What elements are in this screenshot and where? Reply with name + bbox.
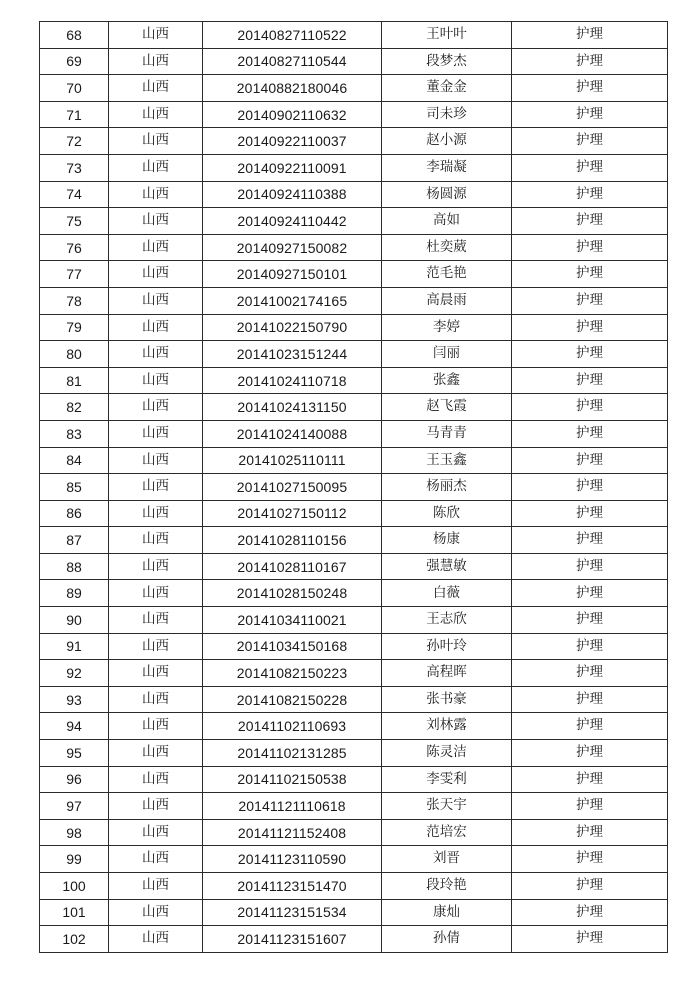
table-row — [40, 553, 668, 580]
student-name-cell: 王叶叶 — [382, 22, 512, 49]
table-row — [40, 48, 668, 75]
exam-id-cell: 20140827110522 — [203, 22, 382, 49]
student-name-cell: 段梦杰 — [382, 48, 512, 75]
major-cell: 护理 — [512, 633, 668, 660]
row-number-cell: 96 — [40, 766, 109, 793]
exam-id-cell: 20141024110718 — [203, 367, 382, 394]
major-cell: 护理 — [512, 766, 668, 793]
student-name-cell: 杨康 — [382, 527, 512, 554]
province-cell: 山西 — [109, 101, 203, 128]
major-cell: 护理 — [512, 22, 668, 49]
major-cell: 护理 — [512, 394, 668, 421]
province-cell: 山西 — [109, 234, 203, 261]
row-number-cell: 90 — [40, 607, 109, 634]
student-name-cell: 陈欣 — [382, 500, 512, 527]
exam-id-cell: 20141027150095 — [203, 474, 382, 501]
exam-id-cell: 20141123151607 — [203, 926, 382, 953]
row-number-cell: 74 — [40, 181, 109, 208]
row-number-cell: 82 — [40, 394, 109, 421]
province-cell: 山西 — [109, 846, 203, 873]
table-row — [40, 75, 668, 102]
table-row — [40, 341, 668, 368]
student-name-cell: 赵小源 — [382, 128, 512, 155]
roster-table-body — [40, 22, 668, 953]
exam-id-cell: 20141102131285 — [203, 740, 382, 767]
row-number-cell: 89 — [40, 580, 109, 607]
major-cell: 护理 — [512, 128, 668, 155]
row-number-cell: 69 — [40, 48, 109, 75]
table-row — [40, 926, 668, 953]
student-name-cell: 康灿 — [382, 899, 512, 926]
table-row — [40, 208, 668, 235]
major-cell: 护理 — [512, 367, 668, 394]
student-name-cell: 陈灵洁 — [382, 740, 512, 767]
table-row — [40, 394, 668, 421]
major-cell: 护理 — [512, 740, 668, 767]
province-cell: 山西 — [109, 22, 203, 49]
row-number-cell: 76 — [40, 234, 109, 261]
major-cell: 护理 — [512, 101, 668, 128]
exam-id-cell: 20141123151470 — [203, 873, 382, 900]
student-name-cell: 范培宏 — [382, 819, 512, 846]
major-cell: 护理 — [512, 341, 668, 368]
province-cell: 山西 — [109, 527, 203, 554]
student-name-cell: 王玉鑫 — [382, 447, 512, 474]
exam-id-cell: 20141034110021 — [203, 607, 382, 634]
major-cell: 护理 — [512, 208, 668, 235]
major-cell: 护理 — [512, 48, 668, 75]
table-row — [40, 633, 668, 660]
student-name-cell: 李雯利 — [382, 766, 512, 793]
row-number-cell: 87 — [40, 527, 109, 554]
row-number-cell: 99 — [40, 846, 109, 873]
row-number-cell: 71 — [40, 101, 109, 128]
major-cell: 护理 — [512, 527, 668, 554]
table-row — [40, 367, 668, 394]
major-cell: 护理 — [512, 899, 668, 926]
row-number-cell: 79 — [40, 314, 109, 341]
province-cell: 山西 — [109, 793, 203, 820]
row-number-cell: 80 — [40, 341, 109, 368]
major-cell: 护理 — [512, 287, 668, 314]
exam-id-cell: 20141002174165 — [203, 287, 382, 314]
row-number-cell: 84 — [40, 447, 109, 474]
table-row — [40, 793, 668, 820]
student-name-cell: 高程晖 — [382, 660, 512, 687]
row-number-cell: 70 — [40, 75, 109, 102]
table-row — [40, 261, 668, 288]
exam-id-cell: 20141082150228 — [203, 686, 382, 713]
row-number-cell: 97 — [40, 793, 109, 820]
major-cell: 护理 — [512, 580, 668, 607]
student-name-cell: 高晨雨 — [382, 287, 512, 314]
student-name-cell: 高如 — [382, 208, 512, 235]
exam-id-cell: 20141022150790 — [203, 314, 382, 341]
table-row — [40, 819, 668, 846]
table-row — [40, 22, 668, 49]
exam-id-cell: 20141123151534 — [203, 899, 382, 926]
student-name-cell: 张天宇 — [382, 793, 512, 820]
province-cell: 山西 — [109, 447, 203, 474]
exam-id-cell: 20141024131150 — [203, 394, 382, 421]
exam-id-cell: 20141027150112 — [203, 500, 382, 527]
row-number-cell: 102 — [40, 926, 109, 953]
major-cell: 护理 — [512, 686, 668, 713]
exam-id-cell: 20141023151244 — [203, 341, 382, 368]
row-number-cell: 68 — [40, 22, 109, 49]
province-cell: 山西 — [109, 660, 203, 687]
exam-id-cell: 20141123110590 — [203, 846, 382, 873]
table-row — [40, 660, 668, 687]
exam-id-cell: 20141102110693 — [203, 713, 382, 740]
major-cell: 护理 — [512, 553, 668, 580]
table-row — [40, 686, 668, 713]
province-cell: 山西 — [109, 208, 203, 235]
major-cell: 护理 — [512, 607, 668, 634]
exam-id-cell: 20141082150223 — [203, 660, 382, 687]
student-name-cell: 董金金 — [382, 75, 512, 102]
table-row — [40, 154, 668, 181]
table-row — [40, 287, 668, 314]
table-row — [40, 181, 668, 208]
table-row — [40, 607, 668, 634]
row-number-cell: 100 — [40, 873, 109, 900]
table-row — [40, 420, 668, 447]
province-cell: 山西 — [109, 154, 203, 181]
major-cell: 护理 — [512, 926, 668, 953]
row-number-cell: 81 — [40, 367, 109, 394]
province-cell: 山西 — [109, 75, 203, 102]
major-cell: 护理 — [512, 474, 668, 501]
province-cell: 山西 — [109, 553, 203, 580]
province-cell: 山西 — [109, 420, 203, 447]
row-number-cell: 86 — [40, 500, 109, 527]
student-name-cell: 马青青 — [382, 420, 512, 447]
row-number-cell: 93 — [40, 686, 109, 713]
province-cell: 山西 — [109, 128, 203, 155]
table-row — [40, 447, 668, 474]
row-number-cell: 101 — [40, 899, 109, 926]
student-name-cell: 杨丽杰 — [382, 474, 512, 501]
exam-id-cell: 20140922110091 — [203, 154, 382, 181]
province-cell: 山西 — [109, 181, 203, 208]
table-row — [40, 474, 668, 501]
student-name-cell: 白薇 — [382, 580, 512, 607]
province-cell: 山西 — [109, 314, 203, 341]
province-cell: 山西 — [109, 766, 203, 793]
student-name-cell: 王志欣 — [382, 607, 512, 634]
exam-id-cell: 20141121152408 — [203, 819, 382, 846]
row-number-cell: 75 — [40, 208, 109, 235]
row-number-cell: 85 — [40, 474, 109, 501]
student-name-cell: 李瑞凝 — [382, 154, 512, 181]
province-cell: 山西 — [109, 261, 203, 288]
row-number-cell: 95 — [40, 740, 109, 767]
major-cell: 护理 — [512, 660, 668, 687]
student-name-cell: 张鑫 — [382, 367, 512, 394]
major-cell: 护理 — [512, 75, 668, 102]
major-cell: 护理 — [512, 420, 668, 447]
province-cell: 山西 — [109, 580, 203, 607]
province-cell: 山西 — [109, 474, 203, 501]
student-name-cell: 李婷 — [382, 314, 512, 341]
table-row — [40, 314, 668, 341]
student-name-cell: 赵飞霞 — [382, 394, 512, 421]
province-cell: 山西 — [109, 686, 203, 713]
province-cell: 山西 — [109, 341, 203, 368]
row-number-cell: 94 — [40, 713, 109, 740]
student-name-cell: 孙倩 — [382, 926, 512, 953]
row-number-cell: 72 — [40, 128, 109, 155]
exam-id-cell: 20141025110111 — [203, 447, 382, 474]
row-number-cell: 77 — [40, 261, 109, 288]
table-row — [40, 899, 668, 926]
province-cell: 山西 — [109, 607, 203, 634]
province-cell: 山西 — [109, 899, 203, 926]
student-name-cell: 强慧敏 — [382, 553, 512, 580]
major-cell: 护理 — [512, 713, 668, 740]
student-name-cell: 段玲艳 — [382, 873, 512, 900]
province-cell: 山西 — [109, 819, 203, 846]
table-row — [40, 128, 668, 155]
student-name-cell: 刘晋 — [382, 846, 512, 873]
student-name-cell: 杜奕葳 — [382, 234, 512, 261]
table-row — [40, 713, 668, 740]
exam-id-cell: 20141102150538 — [203, 766, 382, 793]
table-row — [40, 766, 668, 793]
province-cell: 山西 — [109, 500, 203, 527]
exam-id-cell: 20141028110167 — [203, 553, 382, 580]
row-number-cell: 78 — [40, 287, 109, 314]
major-cell: 护理 — [512, 234, 668, 261]
major-cell: 护理 — [512, 181, 668, 208]
major-cell: 护理 — [512, 261, 668, 288]
major-cell: 护理 — [512, 314, 668, 341]
exam-id-cell: 20140827110544 — [203, 48, 382, 75]
exam-id-cell: 20140922110037 — [203, 128, 382, 155]
exam-id-cell: 20141034150168 — [203, 633, 382, 660]
row-number-cell: 91 — [40, 633, 109, 660]
table-row — [40, 873, 668, 900]
exam-id-cell: 20140882180046 — [203, 75, 382, 102]
student-name-cell: 张书豪 — [382, 686, 512, 713]
row-number-cell: 83 — [40, 420, 109, 447]
province-cell: 山西 — [109, 740, 203, 767]
major-cell: 护理 — [512, 873, 668, 900]
student-name-cell: 杨圆源 — [382, 181, 512, 208]
table-row — [40, 846, 668, 873]
exam-id-cell: 20141028150248 — [203, 580, 382, 607]
exam-id-cell: 20140902110632 — [203, 101, 382, 128]
exam-id-cell: 20141028110156 — [203, 527, 382, 554]
row-number-cell: 92 — [40, 660, 109, 687]
table-row — [40, 740, 668, 767]
major-cell: 护理 — [512, 447, 668, 474]
roster-table — [39, 21, 668, 953]
major-cell: 护理 — [512, 846, 668, 873]
exam-id-cell: 20140924110388 — [203, 181, 382, 208]
province-cell: 山西 — [109, 926, 203, 953]
major-cell: 护理 — [512, 793, 668, 820]
exam-id-cell: 20140927150101 — [203, 261, 382, 288]
student-name-cell: 刘林露 — [382, 713, 512, 740]
table-row — [40, 527, 668, 554]
province-cell: 山西 — [109, 713, 203, 740]
exam-id-cell: 20140924110442 — [203, 208, 382, 235]
exam-id-cell: 20141121110618 — [203, 793, 382, 820]
province-cell: 山西 — [109, 48, 203, 75]
province-cell: 山西 — [109, 873, 203, 900]
major-cell: 护理 — [512, 819, 668, 846]
exam-id-cell: 20140927150082 — [203, 234, 382, 261]
exam-id-cell: 20141024140088 — [203, 420, 382, 447]
row-number-cell: 88 — [40, 553, 109, 580]
student-name-cell: 闫丽 — [382, 341, 512, 368]
province-cell: 山西 — [109, 287, 203, 314]
major-cell: 护理 — [512, 500, 668, 527]
table-row — [40, 500, 668, 527]
province-cell: 山西 — [109, 367, 203, 394]
row-number-cell: 98 — [40, 819, 109, 846]
province-cell: 山西 — [109, 394, 203, 421]
table-row — [40, 580, 668, 607]
table-row — [40, 101, 668, 128]
table-row — [40, 234, 668, 261]
major-cell: 护理 — [512, 154, 668, 181]
student-name-cell: 范毛艳 — [382, 261, 512, 288]
student-name-cell: 孙叶玲 — [382, 633, 512, 660]
province-cell: 山西 — [109, 633, 203, 660]
student-name-cell: 司未珍 — [382, 101, 512, 128]
row-number-cell: 73 — [40, 154, 109, 181]
